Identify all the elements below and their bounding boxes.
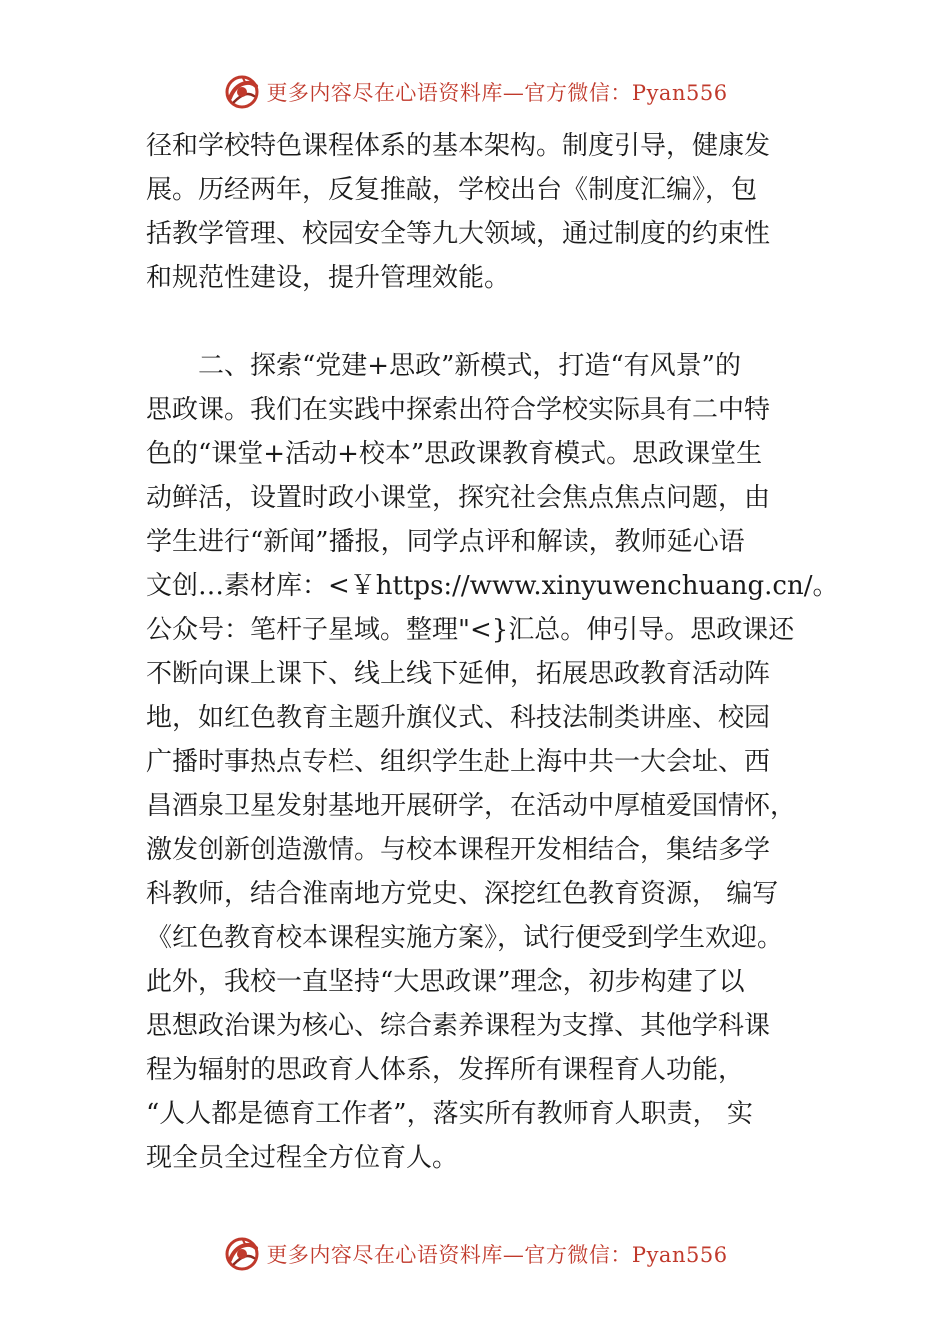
text-line: 动鲜活，设置时政小课堂，探究社会焦点焦点问题，由 <box>146 483 771 513</box>
footer-banner <box>0 1232 950 1276</box>
header-banner-text: 更多内容尽在心语资料库—官方微信：Pyan556 <box>266 81 728 105</box>
text-line: 程为辐射的思政育人体系，发挥所有课程育人功能， <box>146 1055 745 1085</box>
text-line: 广播时事热点专栏、组织学生赴上海中共一大会址、西 <box>146 747 771 777</box>
text-line: 思政课。我们在实践中探索出符合学校实际具有二中特 <box>146 395 771 425</box>
document-body <box>146 124 839 1180</box>
text-line: 括教学管理、校园安全等九大领域，通过制度的约束性 <box>146 219 771 249</box>
text-line: 学生进行“新闻”播报，同学点评和解读，教师延心语 <box>146 527 745 557</box>
text-line: 现全员全过程全方位育人。 <box>146 1143 459 1173</box>
text-line: 径和学校特色课程体系的基本架构。制度引导，健康发 <box>146 131 771 161</box>
text-line: 公众号：笔杆子星域。整理"<}汇总。伸引导。思政课还 <box>146 615 795 645</box>
text-line: 此外，我校一直坚持“大思政课”理念，初步构建了以 <box>146 967 745 997</box>
text-line: 不断向课上课下、线上线下延伸，拓展思政教育活动阵 <box>146 659 771 689</box>
paragraph-2 <box>146 344 839 1180</box>
text-line: “人人都是德育工作者”，落实所有教师育人职责， 实 <box>146 1099 753 1129</box>
text-line: 地，如红色教育主题升旗仪式、科技法制类讲座、校园 <box>146 703 771 733</box>
paragraph-1 <box>146 124 814 300</box>
text-line: 二、探索“党建+思政”新模式，打造“有风景”的 <box>146 351 741 381</box>
text-line: 《红色教育校本课程实施方案》，试行便受到学生欢迎。 <box>146 923 784 953</box>
text-line: 昌酒泉卫星发射基地开展研学，在活动中厚植爱国情怀， <box>146 791 797 821</box>
text-line: 展。历经两年，反复推敲，学校出台《制度汇编》，包 <box>146 175 758 205</box>
text-line: 文创…素材库：<￥https://www.xinyuwenchuang.cn/。 <box>146 571 839 601</box>
text-line: 科教师，结合淮南地方党史、深挖红色教育资源， 编写 <box>146 879 779 909</box>
footer-banner-text: 更多内容尽在心语资料库—官方微信：Pyan556 <box>266 1243 728 1267</box>
text-line: 和规范性建设，提升管理效能。 <box>146 263 511 293</box>
text-line: 色的“课堂+活动+校本”思政课教育模式。思政课堂生 <box>146 439 763 469</box>
header-banner <box>0 70 950 114</box>
paragraph-gap <box>146 300 814 344</box>
red-swirl-logo-icon <box>222 1234 262 1274</box>
text-line: 思想政治课为核心、综合素养课程为支撑、其他学科课 <box>146 1011 771 1041</box>
text-line: 激发创新创造激情。与校本课程开发相结合，集结多学 <box>146 835 771 865</box>
red-swirl-logo-icon <box>222 72 262 112</box>
